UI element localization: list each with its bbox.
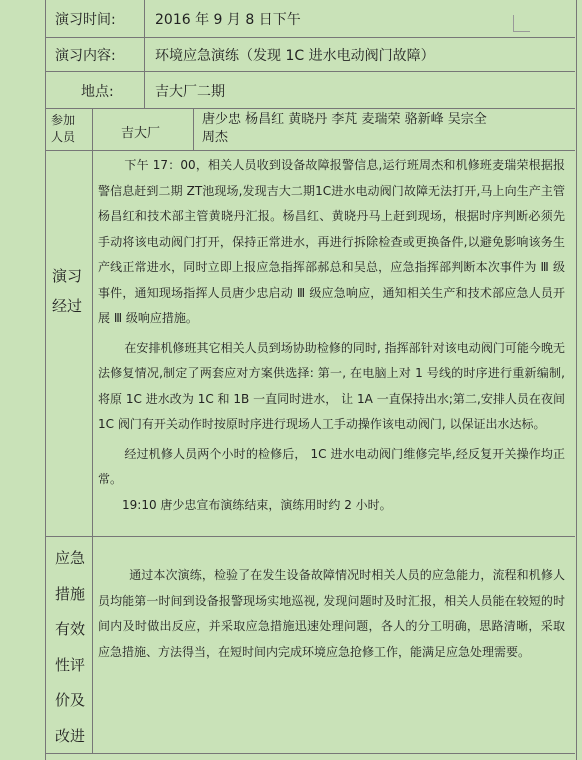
row-drill-content xyxy=(45,38,575,72)
time-label-cell xyxy=(45,0,145,37)
participants-label-line2: 人员 xyxy=(51,130,76,144)
process-paragraph-3: 经过机修人员两个小时的检修后， 1C 进水电动阀门维修完毕,经反复开关操作均正常。 xyxy=(98,446,565,486)
location-label: 地点: xyxy=(81,84,114,100)
process-paragraph-4: 19:10 唐少忠宣布演练结束，演练用时约 2 小时。 xyxy=(122,497,392,512)
participants-names-line1: 唐少忠 杨昌红 黄晓丹 李芃 麦瑞荣 骆新峰 吴宗全 xyxy=(202,112,487,127)
evaluation-label-6: 改进 xyxy=(54,726,85,745)
time-value: 2016 年 9 月 8 日下午 xyxy=(155,12,301,28)
content-label: 演习内容: xyxy=(55,48,116,64)
location-value: 吉大厂二期 xyxy=(155,84,225,100)
corner-mark xyxy=(513,15,530,32)
location-value-cell xyxy=(145,72,575,108)
participants-unit: 吉大厂 xyxy=(121,126,161,141)
time-label: 演习时间: xyxy=(55,12,116,28)
process-paragraph-1: 下午 17：00，相关人员收到设备故障报警信息,运行班周杰和机修班麦瑞荣根据报警信息赶到二期 ZT池现场,发现吉大二期1C进水电动阀门故障无法打开,马上向生产主管杨昌红和技术部主管黄晓丹汇报。杨昌红、黄晓丹马上赶到现场，根据时序判断必须先手动将该电动阀门打开，保持正常进水，再进行拆除检查或更换备件,以避免影响该务生产线正常进水，同时立即上报应急指挥部郝总和吴总，应急指挥部判断本次事件为 Ⅲ 级事件，通知现场指挥人员唐少忠启动 Ⅲ 级应急响应，通知相关生产和技术部应急人员开展 Ⅲ 级响应措施。 xyxy=(98,158,565,325)
row-participants xyxy=(45,109,575,151)
row-drill-process xyxy=(45,151,575,537)
process-label-cell xyxy=(45,151,93,536)
evaluation-label-1: 应急 xyxy=(54,549,85,567)
row-evaluation xyxy=(45,537,575,754)
participants-names-cell xyxy=(194,109,575,150)
participants-unit-cell xyxy=(93,109,194,150)
evaluation-label-5: 价及 xyxy=(54,691,85,709)
participants-names-line2: 周杰 xyxy=(202,130,229,145)
process-label-line2: 经过 xyxy=(52,297,83,315)
row-drill-time xyxy=(45,0,575,38)
evaluation-label-4: 性评 xyxy=(54,655,85,674)
location-label-cell xyxy=(45,72,145,108)
evaluation-label-2: 措施 xyxy=(54,584,85,603)
process-label-line1: 演习 xyxy=(52,267,83,285)
content-value-cell xyxy=(145,38,575,71)
participants-label-line1: 参加 xyxy=(51,113,76,127)
evaluation-text-cell xyxy=(93,537,575,753)
time-value-cell xyxy=(145,0,575,37)
evaluation-label-cell xyxy=(45,537,93,753)
content-label-cell xyxy=(45,38,145,71)
process-text-cell xyxy=(93,151,575,536)
evaluation-label-3: 有效 xyxy=(54,620,85,638)
evaluation-paragraph: 通过本次演练，检验了在发生设备故障情况时相关人员的应急能力，流程和机修人员均能第一时间到设备报警现场实地巡视, 发现问题时及时汇报，相关人员能在较短的时间内及时做出反应，并采取应急措施迅速处理问题，各人的分工明确，思路清晰，采取应急措施、方法得当，在短时间内完成环境应急抢修工作，能满足应急处理需要。 xyxy=(98,568,565,659)
process-paragraph-2: 在安排机修班其它相关人员到场协助检修的同时, 指挥部针对该电动阀门可能今晚无法修复情况,制定了两套应对方案供选择: 第一, 在电脑上对 1 号线的时序进行重新编制,将原 1C 进水改为 1C 和 1B 一直同时进水， 让 1A 一直保持出水;第二,安排人员在夜间 1C 阀门有开关动作时按原时序进行现场人工手动操作该电动阀门, 以保证出水达标。 xyxy=(98,340,565,431)
content-value: 环境应急演练（发现 1C 进水电动阀门故障） xyxy=(155,48,435,64)
row-location xyxy=(45,72,575,109)
participants-label-cell xyxy=(45,109,93,150)
